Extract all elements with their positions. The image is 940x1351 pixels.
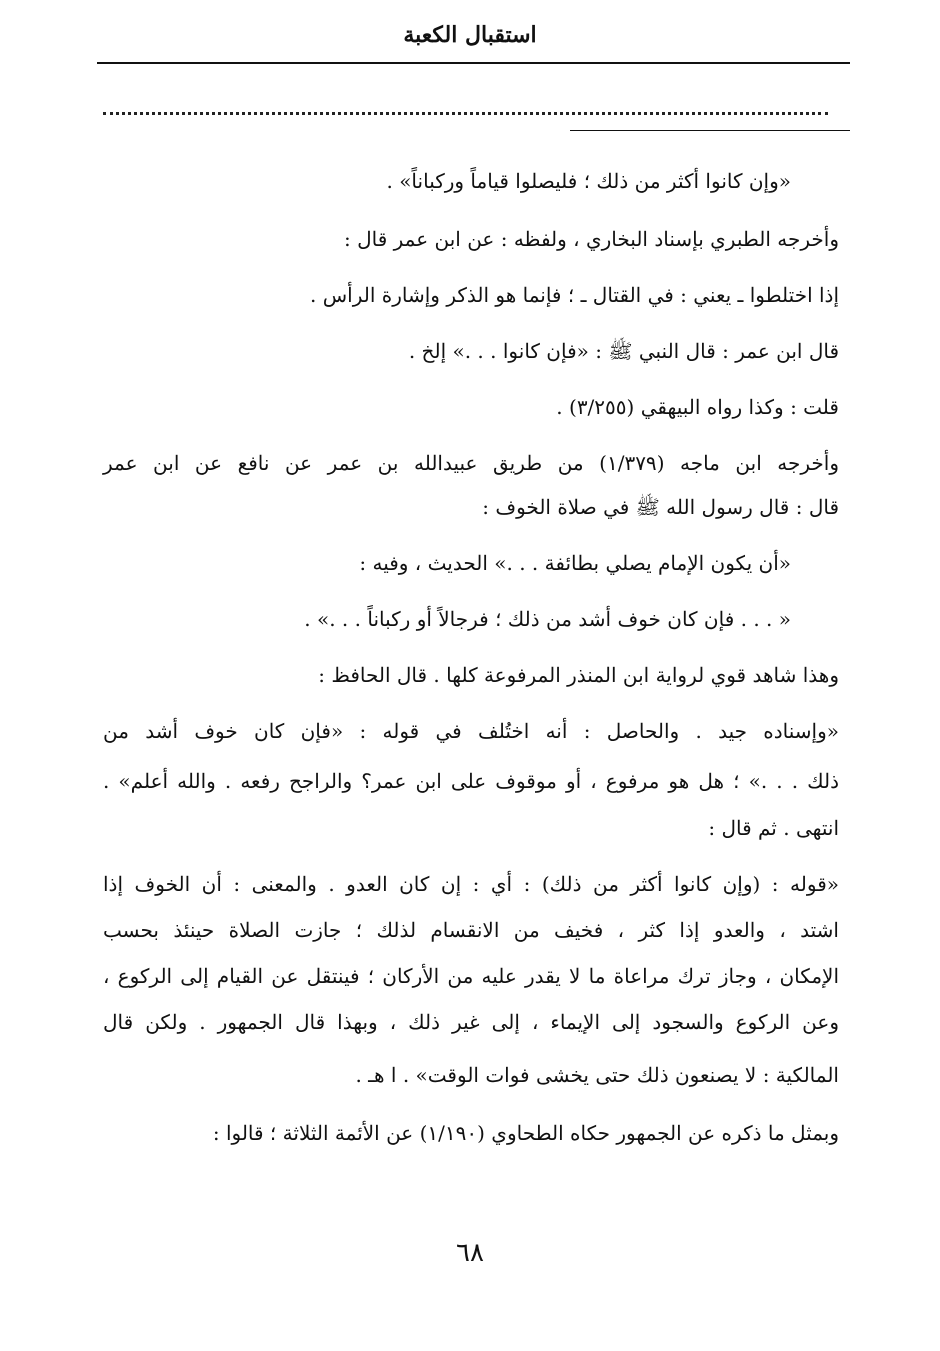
short-rule [570, 130, 850, 131]
text-line: الإمكان ، وجاز ترك مراعاة ما لا يقدر عليه من الأركان ؛ فينتقل عن القيام إلى الركوع ، [103, 964, 839, 988]
text-line: وأخرجه ابن ماجه (١/٣٧٩) من طريق عبيدالله بن عمر عن نافع عن ابن عمر [103, 451, 839, 475]
text-line: وهذا شاهد قوي لرواية ابن المنذر المرفوعة كلها . قال الحافظ : [318, 663, 839, 687]
page-number: ٦٨ [456, 1238, 484, 1268]
text-line: قال : قال رسول الله ﷺ في صلاة الخوف : [482, 495, 839, 519]
header-rule [97, 62, 850, 64]
ellipsis-dotted-rule [103, 112, 828, 115]
text-line: وأخرجه الطبري بإسناد البخاري ، ولفظه : عن ابن عمر قال : [343, 227, 839, 251]
text-line: إذا اختلطوا ـ يعني : في القتال ـ ؛ فإنما هو الذكر وإشارة الرأس . [310, 283, 839, 307]
text-line: وعن الركوع والسجود إلى الإيماء ، إلى غير ذلك ، وبهذا قال الجمهور . ولكن قال [103, 1010, 839, 1034]
text-line: «أن يكون الإمام يصلي بطائفة . . .» الحديث ، وفيه : [359, 551, 791, 575]
text-line: ذلك . . .» ؛ هل هو مرفوع ، أو موقوف على ابن عمر؟ والراجح رفعه . والله أعلم» . [103, 769, 839, 793]
text-line: اشتد ، والعدو إذا كثر ، فخيف من الانقسام لذلك ؛ جازت الصلاة حينئذ بحسب [103, 918, 839, 942]
text-line: انتهى . ثم قال : [708, 816, 839, 840]
text-line: «قوله : (وإن كانوا أكثر من ذلك) : أي : إن كان العدو . والمعنى : أن الخوف إذا [103, 872, 839, 896]
text-line: «وإسناده جيد . والحاصل : أنه اختُلف في قوله : «فإن كان خوف أشد من [103, 719, 839, 743]
text-line: قلت : وكذا رواه البيهقي (٣/٢٥٥) . [556, 395, 839, 419]
text-line: «وإن كانوا أكثر من ذلك ؛ فليصلوا قياماً وركباناً» . [386, 169, 791, 193]
running-header-title: استقبال الكعبة [403, 22, 537, 48]
text-line: وبمثل ما ذكره عن الجمهور حكاه الطحاوي (١/١٩٠) عن الأئمة الثلاثة ؛ قالوا : [212, 1121, 839, 1145]
text-line: قال ابن عمر : قال النبي ﷺ : «فإن كانوا . . .» إلخ . [408, 339, 839, 363]
text-line: « . . . فإن كان خوف أشد من ذلك ؛ فرجالاً أو ركباناً . . .» . [304, 607, 791, 631]
text-line: المالكية : لا يصنعون ذلك حتى يخشى فوات الوقت» . ا هـ . [355, 1063, 839, 1087]
